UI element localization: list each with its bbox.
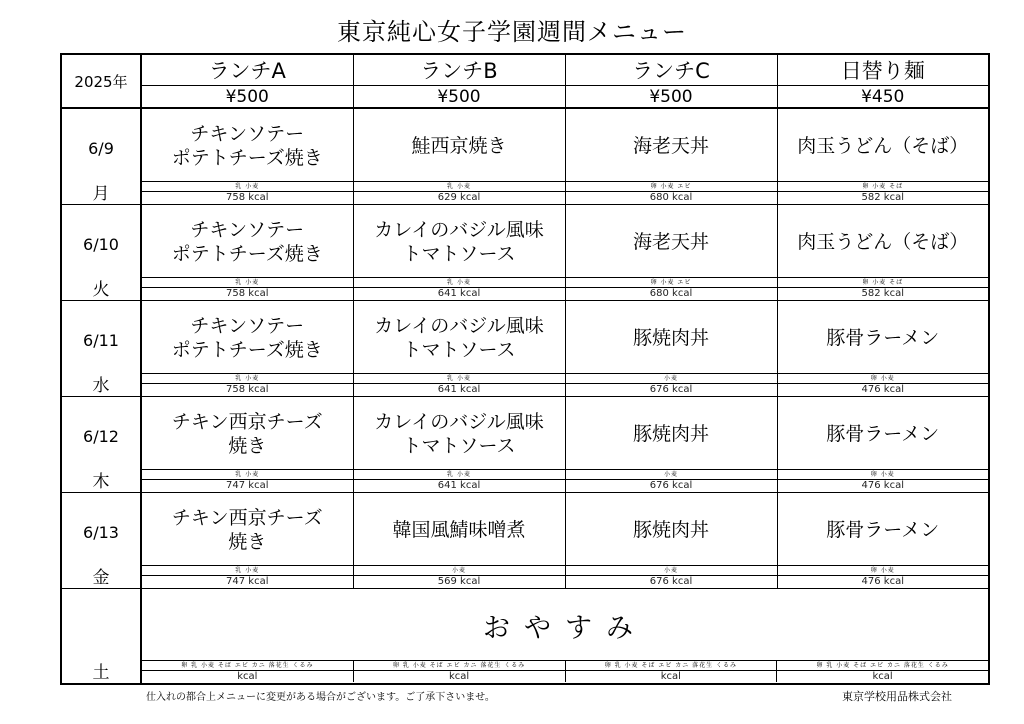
day-cell [61, 108, 141, 205]
dish-name: チキンソテー ポテトチーズ焼き [171, 314, 323, 361]
meal-cell [141, 493, 353, 589]
day-date: 6/13 [83, 523, 119, 542]
price-lunch-a: ¥500 [141, 86, 353, 109]
calorie-value: kcal [566, 670, 777, 682]
day-of-week: 金 [92, 568, 110, 588]
day-row-saturday [61, 589, 989, 685]
price-lunch-b: ¥500 [353, 86, 565, 109]
allergen-list: 乳 小麦 [142, 565, 353, 575]
allergen-list: 乳 小麦 [354, 373, 565, 383]
allergen-list: 小麦 [566, 469, 777, 479]
day-of-week: 火 [92, 280, 110, 300]
meal-cell [777, 397, 989, 493]
day-of-week: 月 [92, 184, 110, 204]
meal-cell [777, 108, 989, 205]
meal-cell [777, 205, 989, 301]
closed-label: おやすみ [483, 612, 647, 644]
day-row [61, 205, 989, 301]
menu-name-daily-noodle: 日替り麺 [777, 54, 989, 86]
calorie-value: 582 kcal [778, 191, 989, 203]
page-title: 東京純心女子学園週間メニュー [337, 18, 687, 46]
dish-name: 豚骨ラーメン [826, 326, 940, 349]
calorie-value: 680 kcal [566, 287, 777, 299]
calorie-value: 676 kcal [566, 479, 777, 491]
calorie-value: kcal [777, 670, 988, 682]
day-date: 6/10 [83, 235, 119, 254]
calorie-value: 476 kcal [778, 383, 989, 395]
meal-cell [353, 108, 565, 205]
day-row [61, 493, 989, 589]
dish-name: 豚焼肉丼 [632, 422, 709, 445]
dish-name: チキン西京チーズ 焼き [171, 410, 323, 457]
allergen-list: 小麦 [566, 373, 777, 383]
meal-cell [565, 397, 777, 493]
dish-name: 鮭西京焼き [411, 134, 507, 157]
dish-name: カレイのバジル風味 トマトソース [374, 218, 544, 265]
allergen-list: 卵 小麦 [778, 469, 989, 479]
day-cell [61, 301, 141, 397]
allergen-list: 乳 小麦 [354, 469, 565, 479]
meal-cell [353, 493, 565, 589]
allergen-list: 卵 小麦 そば [778, 277, 989, 287]
allergen-list: 乳 小麦 [142, 469, 353, 479]
allergen-list: 小麦 [566, 565, 777, 575]
dish-name: 韓国風鯖味噌煮 [392, 518, 526, 541]
allergen-list: 卵 乳 小麦 そば エビ カニ 落花生 くるみ [777, 660, 988, 670]
day-of-week: 土 [92, 663, 110, 683]
day-cell [61, 589, 141, 685]
dish-name: 豚焼肉丼 [632, 326, 709, 349]
meal-cell [565, 301, 777, 397]
calorie-value: 641 kcal [354, 383, 565, 395]
allergen-list: 乳 小麦 [142, 277, 353, 287]
price-daily-noodle: ¥450 [777, 86, 989, 109]
calorie-value: 641 kcal [354, 479, 565, 491]
allergen-list: 卵 乳 小麦 そば エビ カニ 落花生 くるみ [566, 660, 777, 670]
dish-name: 肉玉うどん（そば） [797, 134, 969, 157]
meal-cell [141, 301, 353, 397]
meal-cell [565, 493, 777, 589]
day-of-week: 木 [92, 472, 110, 492]
dish-name: カレイのバジル風味 トマトソース [374, 314, 544, 361]
closed-cell [141, 589, 989, 685]
allergen-list: 卵 小麦 エビ [566, 181, 777, 191]
allergen-list: 乳 小麦 [354, 181, 565, 191]
meal-cell [141, 205, 353, 301]
calorie-value: kcal [354, 670, 565, 682]
calorie-value: 676 kcal [566, 383, 777, 395]
dish-name: 海老天丼 [632, 230, 709, 253]
year-header: 2025年 [61, 54, 141, 108]
menu-name-lunch-a: ランチA [141, 54, 353, 86]
meal-cell [141, 108, 353, 205]
day-row [61, 397, 989, 493]
calorie-value: 476 kcal [778, 479, 989, 491]
calorie-value: 641 kcal [354, 287, 565, 299]
day-date: 6/11 [83, 331, 119, 350]
day-date: 6/12 [83, 427, 119, 446]
allergen-list: 卵 小麦 [778, 565, 989, 575]
allergen-list: 乳 小麦 [354, 277, 565, 287]
allergen-list: 小麦 [354, 565, 565, 575]
calorie-value: 747 kcal [142, 479, 353, 491]
calorie-value: 758 kcal [142, 191, 353, 203]
meal-cell [141, 397, 353, 493]
meal-cell [777, 301, 989, 397]
calorie-value: 476 kcal [778, 575, 989, 587]
day-of-week: 水 [92, 376, 110, 396]
calorie-value: 758 kcal [142, 287, 353, 299]
meal-cell [353, 397, 565, 493]
meal-cell [777, 493, 989, 589]
day-cell [61, 397, 141, 493]
calorie-value: 569 kcal [354, 575, 565, 587]
dish-name: 肉玉うどん（そば） [797, 230, 969, 253]
dish-name: チキンソテー ポテトチーズ焼き [171, 122, 323, 169]
calorie-value: 680 kcal [566, 191, 777, 203]
allergen-list: 卵 乳 小麦 そば エビ カニ 落花生 くるみ [142, 660, 353, 670]
day-cell [61, 493, 141, 589]
meal-cell [353, 205, 565, 301]
calorie-value: 747 kcal [142, 575, 353, 587]
meal-cell [565, 205, 777, 301]
dish-name: 豚骨ラーメン [826, 422, 940, 445]
menu-name-lunch-b: ランチB [353, 54, 565, 86]
footer-note: 仕入れの都合上メニューに変更がある場合がございます。ご了承下さいませ。 [146, 692, 495, 703]
allergen-list: 卵 小麦 [778, 373, 989, 383]
day-date: 6/9 [88, 139, 114, 158]
allergen-list: 乳 小麦 [142, 373, 353, 383]
allergen-list: 卵 乳 小麦 そば エビ カニ 落花生 くるみ [354, 660, 565, 670]
menu-name-lunch-c: ランチC [565, 54, 777, 86]
calorie-value: kcal [142, 670, 353, 682]
calorie-value: 629 kcal [354, 191, 565, 203]
calorie-value: 582 kcal [778, 287, 989, 299]
price-lunch-c: ¥500 [565, 86, 777, 109]
dish-name: チキンソテー ポテトチーズ焼き [171, 218, 323, 265]
calorie-value: 676 kcal [566, 575, 777, 587]
dish-name: カレイのバジル風味 トマトソース [374, 410, 544, 457]
calorie-value: 758 kcal [142, 383, 353, 395]
dish-name: 豚骨ラーメン [826, 518, 940, 541]
allergen-list: 卵 小麦 エビ [566, 277, 777, 287]
allergen-list: 乳 小麦 [142, 181, 353, 191]
dish-name: チキン西京チーズ 焼き [171, 506, 323, 553]
dish-name: 海老天丼 [632, 134, 709, 157]
meal-cell [565, 108, 777, 205]
company-name: 東京学校用品株式会社 [842, 690, 952, 703]
day-row [61, 108, 989, 205]
meal-cell [353, 301, 565, 397]
weekly-menu-table [60, 53, 990, 685]
day-cell [61, 205, 141, 301]
allergen-list: 卵 小麦 そば [778, 181, 989, 191]
dish-name: 豚焼肉丼 [632, 518, 709, 541]
day-row [61, 301, 989, 397]
